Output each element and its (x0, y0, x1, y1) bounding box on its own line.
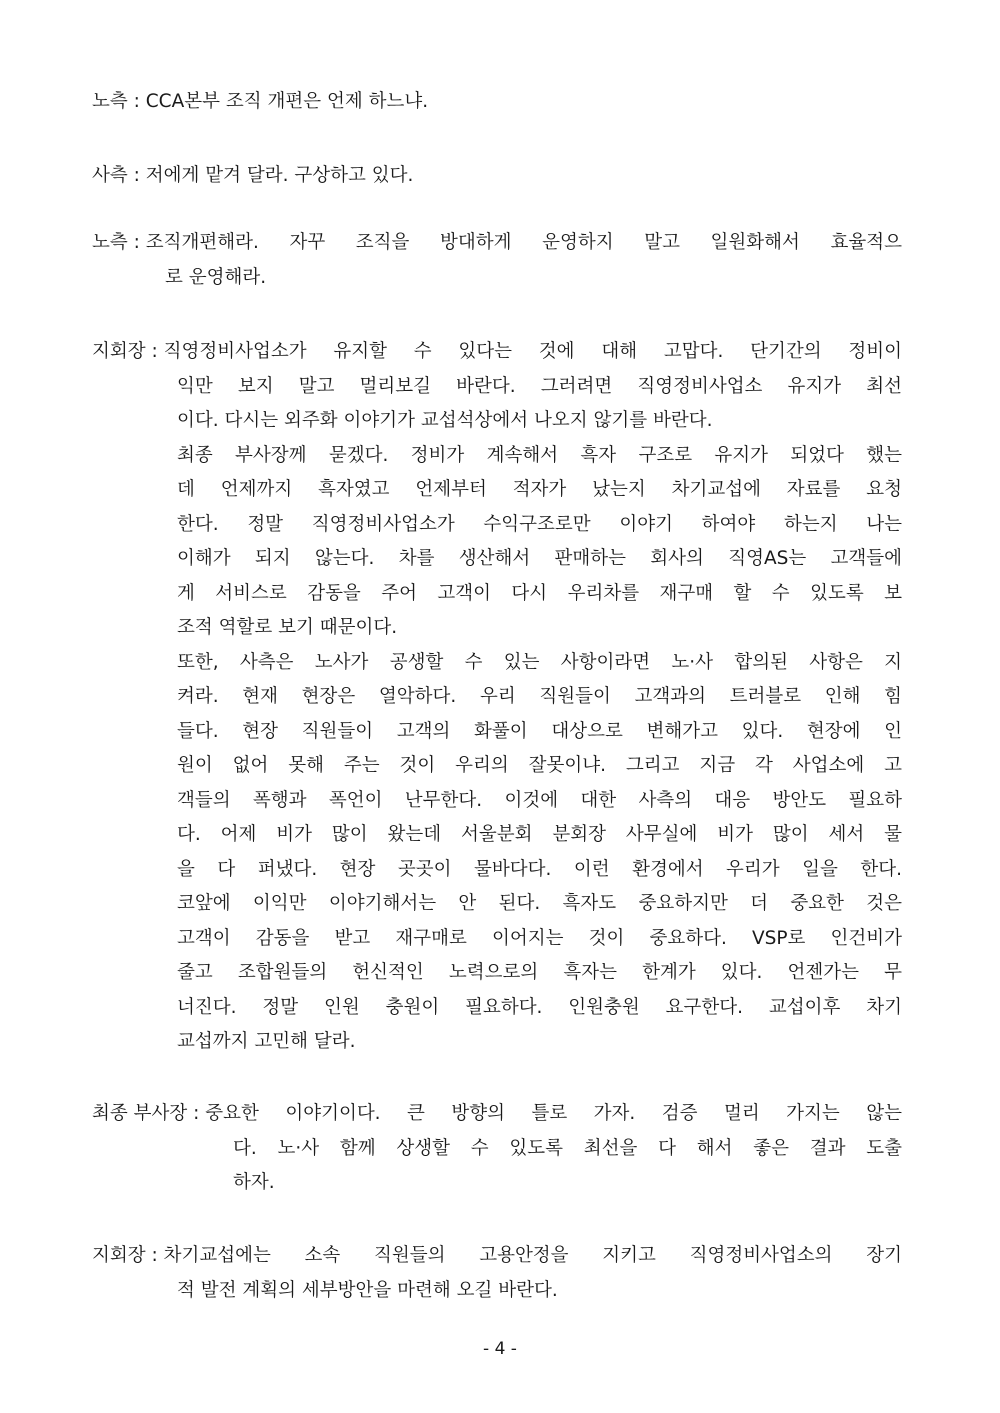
dialogue-line: 데 언제까지 흑자였고 언제부터 적자가 났는지 차기교섭에 자료를 요청 (177, 479, 902, 500)
speaker-label: 지회장 (92, 1245, 146, 1266)
dialogue-line: 다. 어제 비가 많이 왔는데 서울분회 분회장 사무실에 비가 많이 세서 물 (177, 824, 902, 845)
dialogue-line: 조적 역할로 보기 때문이다. (177, 617, 398, 638)
dialogue-line: 저에게 맡겨 달라. 구상하고 있다. (145, 165, 414, 186)
speaker-label: 최종 부사장 (92, 1103, 188, 1124)
dialogue-line: 또한, 사측은 노사가 공생할 수 있는 사항이라면 노·사 합의된 사항은 지 (177, 651, 902, 673)
dialogue-line: 최종 부사장께 묻겠다. 정비가 계속해서 흑자 구조로 유지가 되었다 했는 (177, 444, 902, 466)
dialogue-line: 이다. 다시는 외주화 이야기가 교섭석상에서 나오지 않기를 바란다. (177, 410, 713, 431)
dialogue-line: 줄고 조합원들의 헌신적인 노력으로의 흑자는 한계가 있다. 언젠가는 무 (177, 962, 902, 983)
dialogue-entry (92, 226, 902, 295)
dialogue-line: 익만 보지 말고 멀리보길 바란다. 그러려면 직영정비사업소 유지가 최선 (177, 375, 902, 397)
speaker-separator: : (127, 165, 146, 186)
dialogue-entry (92, 335, 902, 1060)
dialogue-line: 이해가 되지 않는다. 차를 생산해서 판매하는 회사의 직영AS는 고객들에 (177, 548, 902, 569)
dialogue-line: 교섭까지 고민해 달라. (177, 1031, 356, 1052)
speaker-label: 노측 (92, 232, 128, 253)
dialogue-line: 게 서비스로 감동을 주어 고객이 다시 우리차를 재구매 할 수 있도록 보 (177, 582, 902, 604)
dialogue-entry (92, 85, 902, 120)
dialogue-line: 들다. 현장 직원들이 고객의 화풀이 대상으로 변해가고 있다. 현장에 인 (177, 720, 902, 742)
speaker-label: 사측 (92, 165, 128, 186)
dialogue-line: 하자. (233, 1172, 275, 1193)
dialogue-entry (92, 159, 902, 194)
speaker-label: 노측 (92, 91, 128, 112)
speaker-separator: : (145, 341, 164, 362)
dialogue-line: 너진다. 정말 인원 충원이 필요하다. 인원충원 요구한다. 교섭이후 차기 (177, 996, 902, 1018)
speaker-separator: : (187, 1103, 206, 1124)
dialogue-line: 중요한 이야기이다. 큰 방향의 틀로 가자. 검증 멀리 가지는 않는 (205, 1103, 902, 1124)
speaker-separator: : (127, 232, 146, 253)
dialogue-line: 차기교섭에는 소속 직원들의 고용안정을 지키고 직영정비사업소의 장기 (163, 1245, 902, 1266)
dialogue-line: 고객이 감동을 받고 재구매로 이어지는 것이 중요하다. VSP로 인건비가 (177, 927, 902, 949)
dialogue-line: 켜라. 현재 현장은 열악하다. 우리 직원들이 고객과의 트러블로 인해 힘 (177, 686, 902, 707)
dialogue-entry (92, 1097, 902, 1201)
dialogue-line: 을 다 퍼냈다. 현장 곳곳이 물바다다. 이런 환경에서 우리가 일을 한다. (177, 858, 902, 880)
dialogue-line: 직영정비사업소가 유지할 수 있다는 것에 대해 고맙다. 단기간의 정비이 (163, 341, 902, 362)
page-number: - 4 - (483, 1339, 517, 1359)
dialogue-line: 적 발전 계획의 세부방안을 마련해 오길 바란다. (177, 1279, 558, 1301)
speaker-label: 지회장 (92, 341, 146, 362)
dialogue-line: 객들의 폭행과 폭언이 난무한다. 이것에 대한 사측의 대응 방안도 필요하 (177, 789, 902, 811)
dialogue-line: 조직개편해라. 자꾸 조직을 방대하게 운영하지 말고 일원화해서 효율적으 (145, 232, 902, 253)
dialogue-line: 로 운영해라. (165, 266, 267, 288)
dialogue-entry (92, 1239, 902, 1308)
dialogue-line: 원이 없어 못해 주는 것이 우리의 잘못이냐. 그리고 지금 각 사업소에 고 (177, 755, 902, 776)
speaker-separator: : (145, 1245, 164, 1266)
dialogue-line: 다. 노·사 함께 상생할 수 있도록 최선을 다 해서 좋은 결과 도출 (233, 1137, 902, 1159)
dialogue-line: CCA본부 조직 개편은 언제 하느냐. (145, 91, 429, 112)
dialogue-line: 코앞에 이익만 이야기해서는 안 된다. 흑자도 중요하지만 더 중요한 것은 (177, 893, 902, 914)
dialogue-line: 한다. 정말 직영정비사업소가 수익구조로만 이야기 하여야 하는지 나는 (177, 513, 902, 535)
speaker-separator: : (127, 91, 146, 112)
